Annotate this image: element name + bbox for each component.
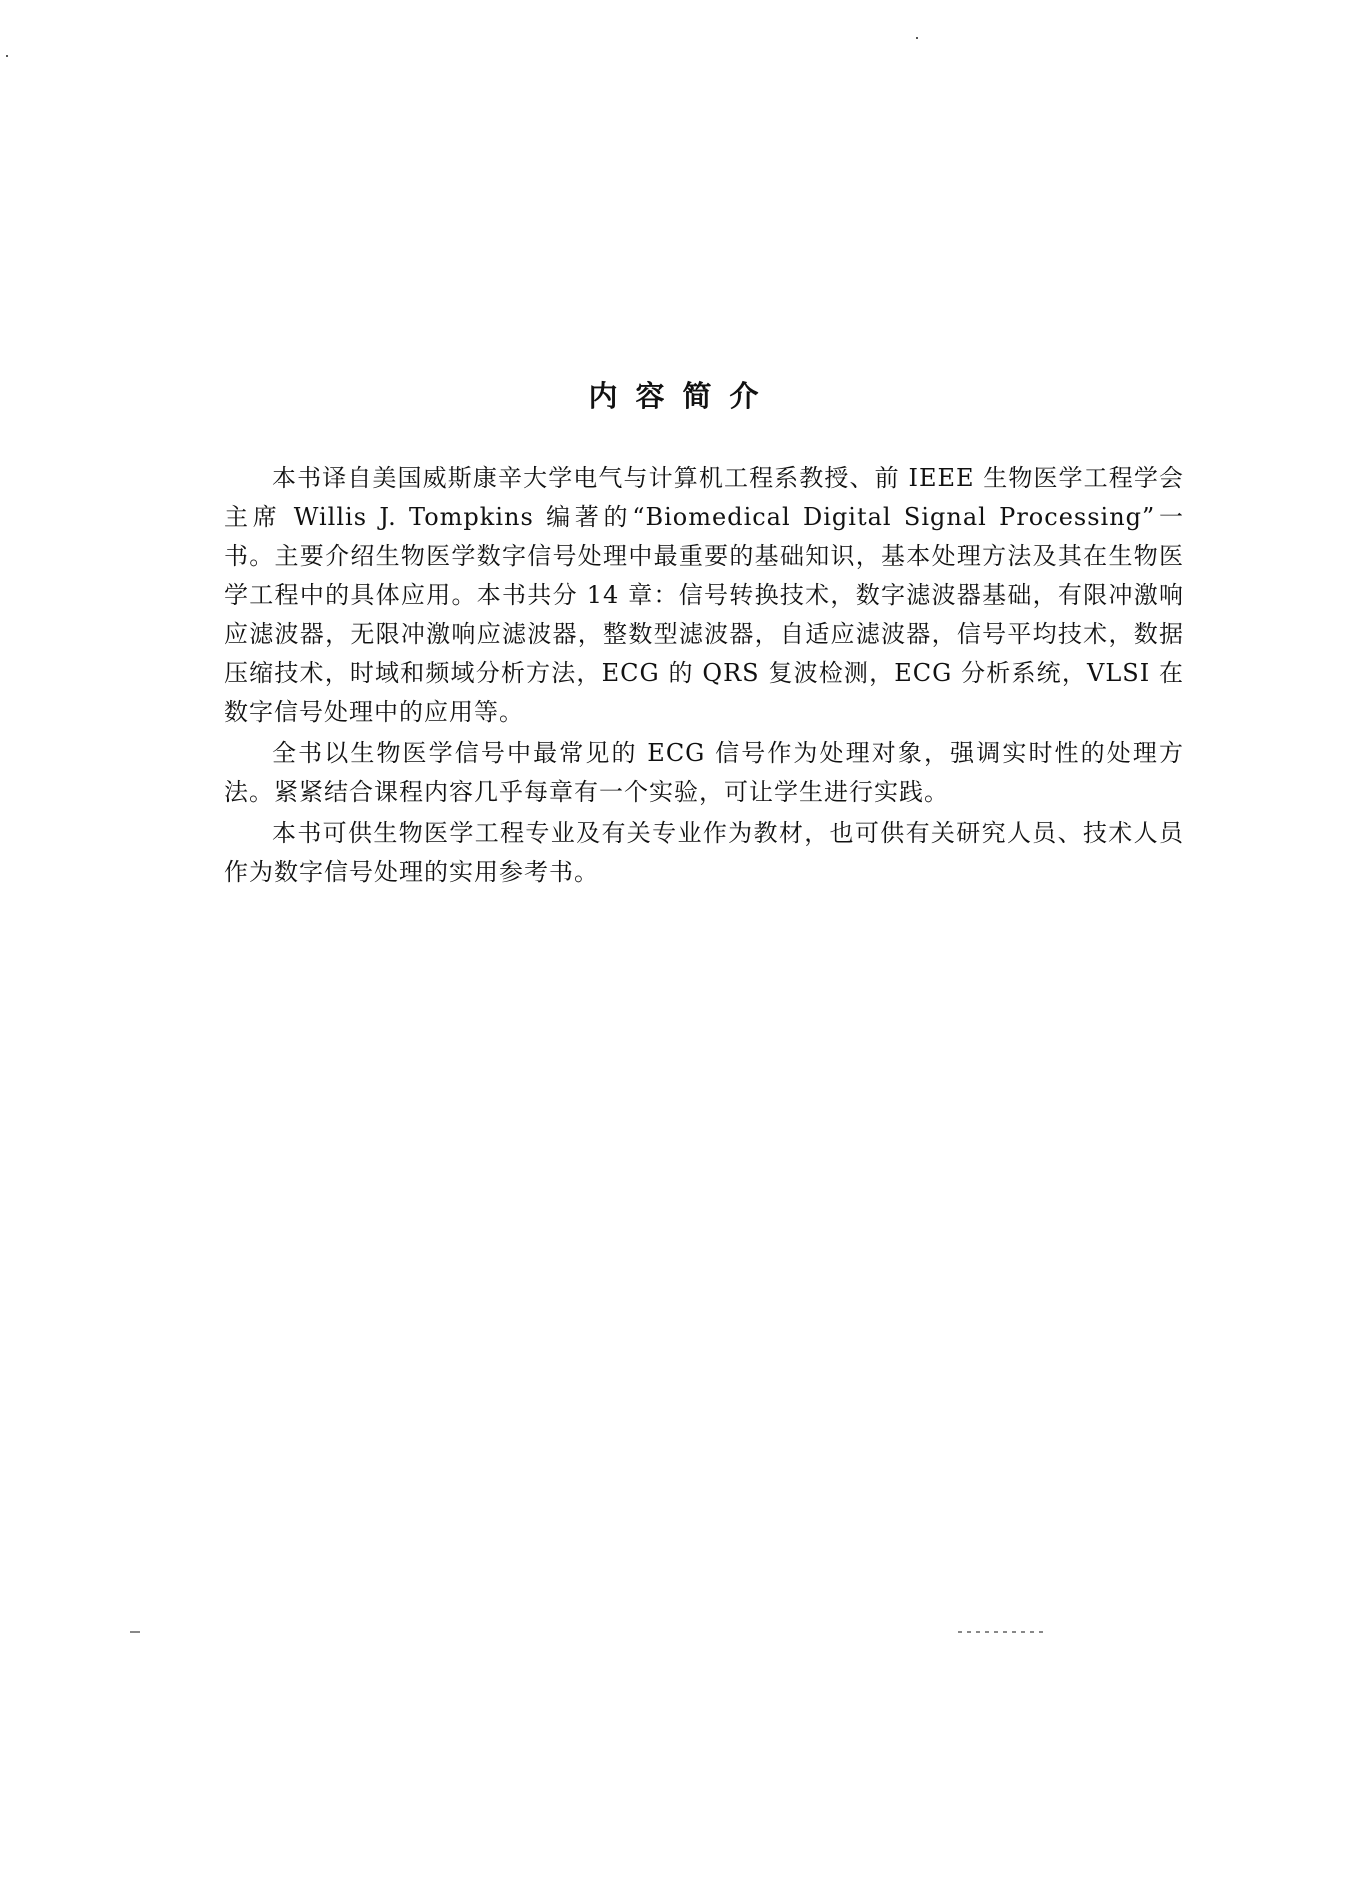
scan-speck xyxy=(130,1631,140,1633)
page-title: 内容简介 xyxy=(588,379,777,413)
paragraph-2: 全书以生物医学信号中最常见的 ECG 信号作为处理对象，强调实时性的处理方法。紧紧结合课程内容几乎每章有一个实验，可让学生进行实践。 xyxy=(224,739,1184,806)
scan-speck xyxy=(6,55,8,57)
paragraph-1: 本书译自美国威斯康辛大学电气与计算机工程系教授、前 IEEE 生物医学工程学会主席 Willis J. Tompkins 编著的“Biomedical Digital Signal Processing”一书。主要介绍生物医学数字信号处理中最重要的基础知识，基本处理方法及其在生物医学工程中的具体应用。本书共分 14 章：信号转换技术，数字滤波器基础，有限冲激响应滤波器，无限冲激响应滤波器，整数型滤波器，自适应滤波器，信号平均技术，数据压缩技术，时域和频域分析方法，ECG 的 QRS 复波检测，ECG 分析系统，VLSI 在数字信号处理中的应用等。 xyxy=(224,464,1184,726)
scan-speck xyxy=(958,1631,1048,1633)
paragraph-3: 本书可供生物医学工程专业及有关专业作为教材，也可供有关研究人员、技术人员作为数字信号处理的实用参考书。 xyxy=(224,819,1184,886)
summary-body xyxy=(224,459,1184,894)
scan-speck xyxy=(916,37,918,39)
